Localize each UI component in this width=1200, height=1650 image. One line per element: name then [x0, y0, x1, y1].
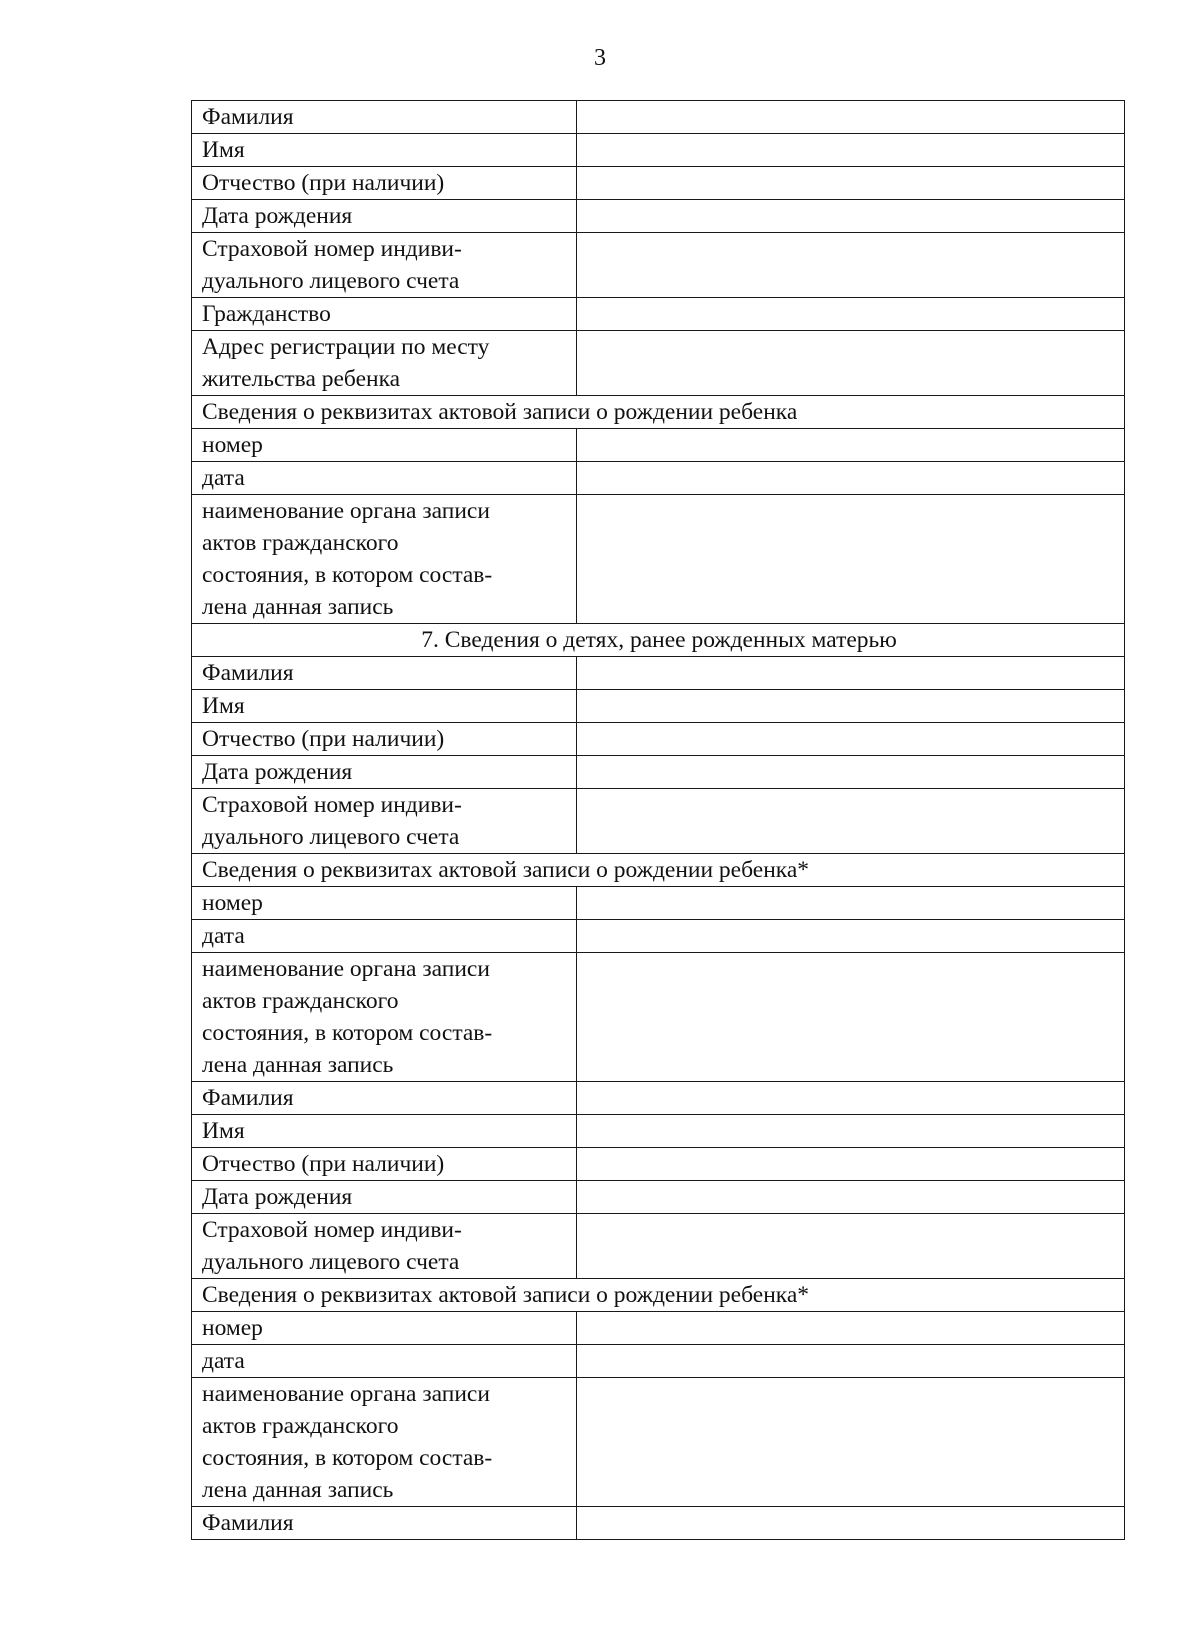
field-label: Имя	[192, 134, 577, 167]
field-label: Фамилия	[192, 101, 577, 134]
section-heading-row	[192, 624, 1125, 657]
field-label: Страховой номер индиви- дуального лицевого счета	[192, 1214, 577, 1279]
field-label: Адрес регистрации по месту жительства ребенка	[192, 331, 577, 396]
field-value-cell[interactable]	[577, 657, 1125, 690]
table-row	[192, 495, 1125, 624]
field-label: Имя	[192, 1115, 577, 1148]
field-label: Дата рождения	[192, 756, 577, 789]
field-value-cell[interactable]	[577, 1507, 1125, 1540]
field-label: наименование органа записи актов гражданского состояния, в котором состав- лена данная запись	[192, 495, 577, 624]
field-label: Фамилия	[192, 1507, 577, 1540]
field-label: номер	[192, 1312, 577, 1345]
field-label: Фамилия	[192, 657, 577, 690]
subheading-row	[192, 396, 1125, 429]
table-row	[192, 429, 1125, 462]
table-row	[192, 920, 1125, 953]
field-value-cell[interactable]	[577, 690, 1125, 723]
table-row	[192, 298, 1125, 331]
field-value-cell[interactable]	[577, 134, 1125, 167]
field-value-cell[interactable]	[577, 101, 1125, 134]
table-row	[192, 756, 1125, 789]
field-label: Фамилия	[192, 1082, 577, 1115]
field-value-cell[interactable]	[577, 200, 1125, 233]
field-value-cell[interactable]	[577, 1378, 1125, 1507]
field-value-cell[interactable]	[577, 1181, 1125, 1214]
field-label: дата	[192, 920, 577, 953]
table-row	[192, 233, 1125, 298]
field-label: наименование органа записи актов гражданского состояния, в котором состав- лена данная запись	[192, 1378, 577, 1507]
table-row	[192, 1345, 1125, 1378]
field-value-cell[interactable]	[577, 1115, 1125, 1148]
table-row	[192, 1507, 1125, 1540]
field-label: Дата рождения	[192, 1181, 577, 1214]
field-value-cell[interactable]	[577, 756, 1125, 789]
table-row	[192, 1214, 1125, 1279]
field-value-cell[interactable]	[577, 1214, 1125, 1279]
field-value-cell[interactable]	[577, 462, 1125, 495]
field-value-cell[interactable]	[577, 789, 1125, 854]
field-label: наименование органа записи актов гражданского состояния, в котором состав- лена данная запись	[192, 953, 577, 1082]
table-row	[192, 690, 1125, 723]
field-value-cell[interactable]	[577, 167, 1125, 200]
field-label: Отчество (при наличии)	[192, 1148, 577, 1181]
field-label: Гражданство	[192, 298, 577, 331]
field-value-cell[interactable]	[577, 1345, 1125, 1378]
form-table	[191, 100, 1125, 1540]
field-value-cell[interactable]	[577, 298, 1125, 331]
table-row	[192, 134, 1125, 167]
table-row	[192, 167, 1125, 200]
field-value-cell[interactable]	[577, 429, 1125, 462]
field-label: Страховой номер индиви- дуального лицевого счета	[192, 233, 577, 298]
subheading: Сведения о реквизитах актовой записи о рождении ребенка*	[192, 854, 1125, 887]
table-row	[192, 200, 1125, 233]
field-label: Отчество (при наличии)	[192, 167, 577, 200]
subheading-row	[192, 1279, 1125, 1312]
field-label: номер	[192, 887, 577, 920]
subheading-row	[192, 854, 1125, 887]
field-value-cell[interactable]	[577, 723, 1125, 756]
table-row	[192, 1312, 1125, 1345]
form-table-body	[192, 101, 1125, 1540]
field-value-cell[interactable]	[577, 920, 1125, 953]
field-value-cell[interactable]	[577, 495, 1125, 624]
table-row	[192, 657, 1125, 690]
table-row	[192, 462, 1125, 495]
field-value-cell[interactable]	[577, 1312, 1125, 1345]
subheading: Сведения о реквизитах актовой записи о рождении ребенка	[192, 396, 1125, 429]
table-row	[192, 723, 1125, 756]
field-value-cell[interactable]	[577, 887, 1125, 920]
table-row	[192, 1082, 1125, 1115]
field-label: Страховой номер индиви- дуального лицевого счета	[192, 789, 577, 854]
field-label: дата	[192, 462, 577, 495]
field-value-cell[interactable]	[577, 331, 1125, 396]
table-row	[192, 101, 1125, 134]
field-value-cell[interactable]	[577, 953, 1125, 1082]
field-label: номер	[192, 429, 577, 462]
field-value-cell[interactable]	[577, 1082, 1125, 1115]
section-heading: 7. Сведения о детях, ранее рожденных матерью	[192, 624, 1125, 657]
field-label: Дата рождения	[192, 200, 577, 233]
field-value-cell[interactable]	[577, 233, 1125, 298]
table-row	[192, 1378, 1125, 1507]
table-row	[192, 953, 1125, 1082]
field-value-cell[interactable]	[577, 1148, 1125, 1181]
field-label: Имя	[192, 690, 577, 723]
table-row	[192, 789, 1125, 854]
subheading: Сведения о реквизитах актовой записи о рождении ребенка*	[192, 1279, 1125, 1312]
table-row	[192, 1148, 1125, 1181]
table-row	[192, 1181, 1125, 1214]
table-row	[192, 331, 1125, 396]
field-label: дата	[192, 1345, 577, 1378]
table-row	[192, 887, 1125, 920]
page-number: 3	[594, 45, 606, 71]
field-label: Отчество (при наличии)	[192, 723, 577, 756]
table-row	[192, 1115, 1125, 1148]
